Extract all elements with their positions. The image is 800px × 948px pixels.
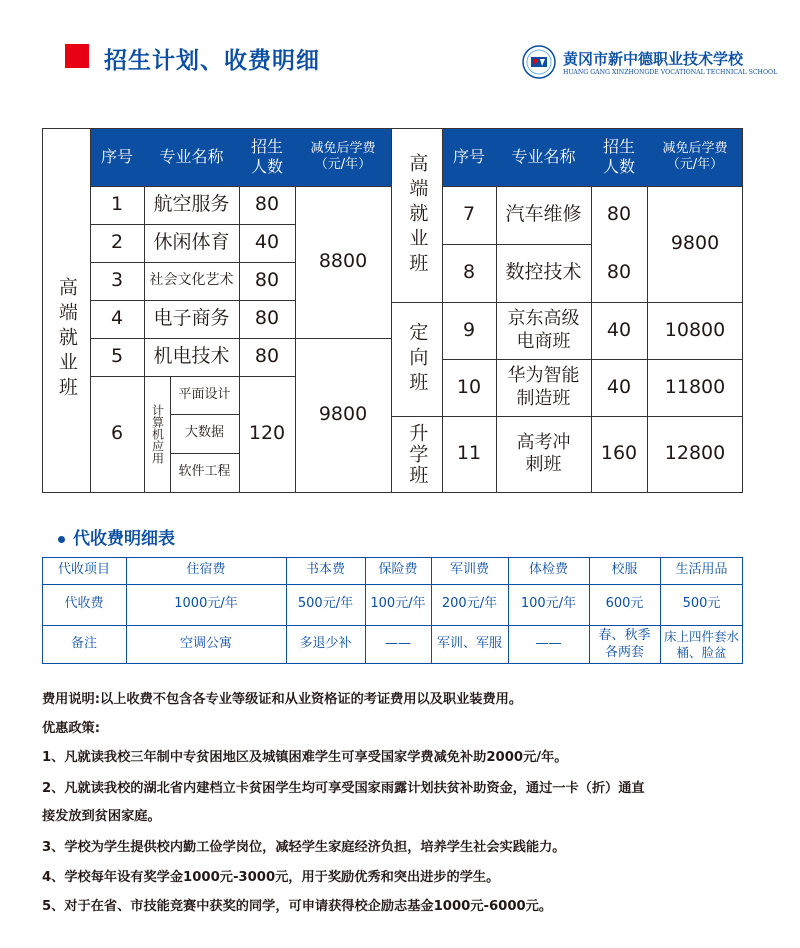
group-label-right-top: 高端就业班 (406, 152, 429, 278)
computer-sub-1: 平面设计 (178, 386, 231, 402)
row-9-fee: 10800 (664, 318, 726, 341)
page-title: 招生计划、收费明细 (104, 47, 320, 74)
note-books: 多退少补 (299, 636, 352, 652)
fees-col-physical: 体检费 (528, 562, 568, 578)
policy-item: 4、学校每年设有奖学金1000元-3000元，用于奖励优秀和突出进步的学生。 (42, 870, 500, 885)
row-6-no: 6 (110, 422, 124, 445)
fees-row-label: 代收费 (64, 596, 104, 612)
group-label-right-bot: 升学班 (406, 422, 429, 486)
row-5-major: 机电技术 (153, 345, 230, 368)
policy-item: 2、凡就读我校的湖北省内建档立卡贫困学生均可享受国家雨露计划扶贫补助资金，通过一卡（折）通直 (42, 781, 645, 796)
computer-sub-2: 大数据 (184, 425, 224, 441)
notes-row-label: 备注 (70, 636, 97, 652)
row-4-no: 4 (110, 307, 124, 330)
row-11-major: 高考冲刺班 (516, 431, 571, 475)
row-9-count: 40 (606, 318, 632, 341)
row-11-fee: 12800 (664, 442, 726, 465)
row-1-no: 1 (110, 193, 124, 216)
fees-col-uniform: 校服 (611, 562, 638, 578)
row-9-major: 京东高级电商班 (507, 308, 580, 352)
row-3-count: 80 (254, 269, 280, 292)
fees-col-insurance: 保险费 (378, 562, 418, 578)
row-11-count: 160 (600, 442, 638, 465)
hdr-fee-left: 减免后学费（元/年） (295, 128, 391, 186)
fees-col-supplies: 生活用品 (675, 562, 728, 578)
row-2-no: 2 (110, 231, 124, 254)
hdr-major-left: 专业名称 (144, 128, 239, 186)
policy-title: 优惠政策: (42, 721, 101, 736)
row-8-major: 数控技术 (505, 261, 582, 284)
row-11-no: 11 (456, 442, 482, 465)
fee-uniform: 600元 (605, 596, 644, 612)
fee-left-a: 8800 (318, 250, 368, 273)
fee-right-a: 9800 (670, 232, 720, 255)
hdr-count-right: 招生人数 (591, 128, 647, 186)
row-7-no: 7 (462, 203, 476, 226)
fees-col-item: 代收项目 (57, 562, 110, 578)
row-7-major: 汽车维修 (505, 203, 582, 226)
row-6-count: 120 (248, 422, 286, 445)
row-7-count: 80 (606, 203, 632, 226)
row-6-major: 计算机应用 (150, 404, 165, 464)
hdr-count-left: 招生人数 (239, 128, 295, 186)
fee-books: 500元/年 (297, 596, 354, 612)
row-2-major: 休闲体育 (153, 231, 230, 254)
school-name: 黄冈市新中德职业技术学校 (563, 50, 744, 68)
note-training: 军训、军服 (436, 636, 502, 652)
fee-insurance: 100元/年 (370, 596, 426, 612)
row-2-count: 40 (254, 231, 280, 254)
fee-physical: 100元/年 (520, 596, 577, 612)
note-insurance: —— (385, 636, 411, 652)
hdr-no-left: 序号 (90, 128, 144, 186)
row-9-no: 9 (462, 318, 476, 341)
policy-item: 5、对于在省、市技能竞赛中获奖的同学，可申请获得校企励志基金1000元-6000元。 (42, 899, 553, 914)
note-dorm: 空调公寓 (179, 636, 232, 652)
row-1-count: 80 (254, 193, 280, 216)
policy-item: 接发放到贫困家庭。 (42, 809, 161, 824)
fee-dorm: 1000元/年 (174, 596, 238, 612)
fee-left-b: 9800 (318, 403, 368, 426)
group-label-right-mid: 定向班 (406, 321, 429, 397)
row-10-fee: 11800 (664, 375, 726, 398)
fees-col-dorm: 住宿费 (186, 562, 226, 578)
fee-note: 费用说明:以上收费不包含各专业等级证和从业资格证的考证费用以及职业装费用。 (42, 692, 523, 707)
row-10-no: 10 (456, 375, 482, 398)
group-label-left: 高端就业班 (55, 276, 78, 402)
fees-col-books: 书本费 (305, 562, 345, 578)
row-5-no: 5 (110, 345, 124, 368)
hdr-no-right: 序号 (442, 128, 496, 186)
fee-training: 200元/年 (441, 596, 498, 612)
fees-section-title-text: 代收费明细表 (73, 529, 175, 549)
row-1-major: 航空服务 (153, 193, 230, 216)
row-8-count: 80 (606, 261, 632, 284)
note-supplies: 床上四件套水桶、脸盆 (663, 628, 739, 660)
row-8-no: 8 (462, 261, 476, 284)
hdr-fee-right: 减免后学费（元/年） (647, 128, 743, 186)
row-4-major: 电子商务 (153, 307, 230, 330)
row-5-count: 80 (254, 345, 280, 368)
fee-supplies: 500元 (682, 596, 721, 612)
note-physical: —— (535, 636, 562, 652)
note-uniform: 春、秋季各两套 (598, 628, 651, 660)
row-3-no: 3 (110, 269, 124, 292)
hdr-major-right: 专业名称 (496, 128, 591, 186)
row-3-major: 社会文化艺术 (149, 272, 234, 289)
row-4-count: 80 (254, 307, 280, 330)
computer-sub-3: 软件工程 (178, 464, 231, 480)
fees-col-training: 军训费 (449, 562, 489, 578)
policy-item: 3、学校为学生提供校内勤工俭学岗位，减轻学生家庭经济负担，培养学生社会实践能力。 (42, 840, 566, 855)
policy-item: 1、凡就读我校三年制中专贫困地区及城镇困难学生可享受国家学费减免补助2000元/年。 (42, 750, 568, 765)
school-name-en: HUANG GANG XINZHONGDE VOCATIONAL TECHNICAL SCHOOL (563, 69, 778, 76)
row-10-major: 华为智能制造班 (507, 365, 580, 409)
row-10-count: 40 (606, 375, 632, 398)
